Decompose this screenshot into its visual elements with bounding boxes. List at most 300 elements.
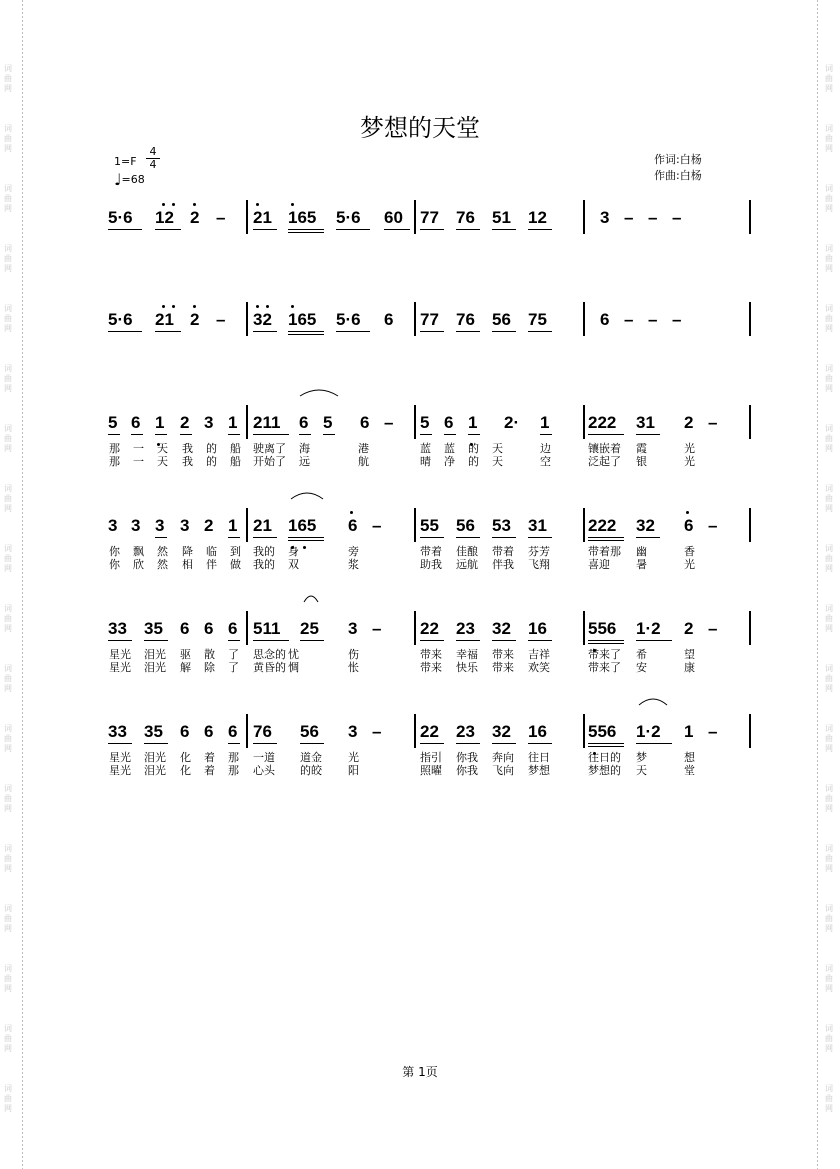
note-text: 6 [684,516,694,535]
note-text: 2 [190,208,200,227]
note-group [155,208,181,232]
duration-underline [456,743,480,744]
watermark-text: 词 曲 网 [825,124,833,153]
lyric-verse-1: 驶离了 [253,442,286,455]
lyric-verse-1: 蓝 [420,442,431,455]
note-text: 12 [528,208,547,227]
watermark-text: 词 曲 网 [4,484,12,513]
note-text: 2 [204,516,214,535]
note-text: 5·6 [336,310,361,329]
note-group [300,722,324,746]
barline [246,714,248,748]
lyric-verse-1: 希 [636,648,647,661]
note-group [323,413,335,437]
composer: 作曲:白杨 [654,169,702,182]
watermark-text: 词 曲 网 [4,904,12,933]
note-group [588,413,624,437]
duration-underline [131,434,143,435]
duration-underline [228,743,240,744]
lyric-verse-1: 船 [230,442,241,455]
lyric-verse-2: 做 [230,558,241,571]
note-group [588,619,624,643]
note-group [155,516,167,540]
time-sig-bottom: 4 [149,158,157,171]
lyric-verse-1: 佳酿 [456,545,478,558]
note-text: – [708,722,718,741]
lyric-verse-1: 伤 [348,648,359,661]
duration-underline [253,331,277,332]
note-text: – [648,310,658,329]
barline [583,611,585,645]
note-text: – [216,310,226,329]
duration-underline [108,743,132,744]
lyric-verse-1: 旁 [348,545,359,558]
lyric-verse-2: 开始了 [253,455,286,468]
duration-underline [636,537,660,538]
note-text: – [216,208,226,227]
lyric-verse-2: 相 [182,558,193,571]
watermark-text: 词 曲 网 [825,484,833,513]
note-text: 5 [323,413,333,432]
note-text: 3 [180,516,190,535]
note-text: 76 [253,722,272,741]
note-text: 2· [504,413,520,432]
lyric-verse-2: 泪光 [144,661,166,674]
duration-underline [155,537,167,538]
note-text: 56 [300,722,319,741]
lyric-verse-1: 梦 [636,751,647,764]
note-group [420,413,432,437]
duration-underline [228,537,240,538]
note-group [636,619,672,643]
duration-underline [456,331,480,332]
duration-underline [288,232,324,233]
score-row [0,413,840,503]
tempo-marking [114,172,145,188]
note-group [253,208,277,232]
watermark-text: 词 曲 网 [4,364,12,393]
lyric-verse-2: 天 [492,455,503,468]
lyric-verse-1: 到 [230,545,241,558]
note-group [624,310,636,334]
lyric-verse-2: 梦想 [528,764,550,777]
lyric-verse-2: 飞向 [492,764,514,777]
lyric-verse-1: 带着那 [588,545,621,558]
barline [246,405,248,439]
note-text: 5·6 [336,208,361,227]
lyric-verse-2: 晴 [420,455,431,468]
note-text: 33 [108,722,127,741]
duration-underline [253,743,277,744]
note-group [180,516,192,540]
note-text: 3 [131,516,141,535]
note-text: 6 [204,619,214,638]
barline [414,611,416,645]
duration-underline [144,640,168,641]
duration-underline [336,331,370,332]
note-group [708,619,720,643]
lyric-verse-2: 远 [299,455,310,468]
barline [583,508,585,542]
note-text: 32 [253,310,272,329]
note-group [528,722,552,746]
duration-underline [253,537,277,538]
lyric-verse-1: 身 [288,545,299,558]
lyric-verse-1: 镶嵌着 [588,442,621,455]
duration-underline [456,640,480,641]
duration-underline [155,229,181,230]
note-group [708,413,720,437]
barline [414,508,416,542]
note-text: – [672,310,682,329]
duration-underline [108,434,120,435]
high-octave-dot [172,305,175,308]
note-text: – [672,208,682,227]
note-text: 165 [288,516,317,535]
note-text: 35 [144,722,163,741]
note-group [180,619,192,643]
lyric-verse-1: 你我 [456,751,478,764]
duration-underline [288,229,324,230]
lyric-verse-2: 欢笑 [528,661,550,674]
slur-mark [638,696,668,706]
lyric-verse-1: 带着 [420,545,442,558]
note-group [624,208,636,232]
note-text: – [624,208,634,227]
note-group [648,310,660,334]
note-group [108,413,120,437]
barline [246,200,248,234]
note-group [300,619,324,643]
watermark-text: 词 曲 网 [825,844,833,873]
note-group [492,208,516,232]
note-group [336,310,370,334]
note-group [204,722,216,746]
duration-underline [336,229,370,230]
note-text: – [372,619,382,638]
note-group [528,619,552,643]
note-text: 1 [228,516,238,535]
note-group [600,208,612,232]
lyric-verse-2: 光 [684,558,695,571]
note-text: 1 [155,413,165,432]
note-group [684,516,696,540]
note-text: – [708,413,718,432]
barline [414,405,416,439]
lyric-verse-2: 星光 [109,764,131,777]
lyric-verse-2: 我的 [253,558,275,571]
note-text: 2 [190,310,200,329]
lyric-verse-1: 奔向 [492,751,514,764]
note-text: 6 [180,619,190,638]
lyric-verse-2: 康 [684,661,695,674]
note-group [636,722,672,746]
note-group [348,722,360,746]
duration-underline [288,540,324,541]
watermark-text: 词 曲 网 [825,964,833,993]
note-group [420,619,444,643]
note-text: 21 [253,516,272,535]
lyric-verse-2: 那 [228,764,239,777]
note-group [253,722,277,746]
key-signature: 1=F [114,155,137,168]
note-text: 3 [348,722,358,741]
duration-underline [540,434,552,435]
watermark-text: 词 曲 网 [4,1024,12,1053]
note-text: 3 [348,619,358,638]
lyric-verse-2: 泪光 [144,764,166,777]
duration-underline [253,640,289,641]
duration-underline [384,229,410,230]
note-group [468,413,480,437]
note-text: 3 [204,413,214,432]
note-group [299,413,311,437]
note-text: 5 [420,413,430,432]
high-octave-dot [162,203,165,206]
barline [749,611,751,645]
note-group [600,310,612,334]
duration-underline [288,537,324,538]
watermark-text: 词 曲 网 [4,244,12,273]
high-octave-dot [291,203,294,206]
duration-underline [144,743,168,744]
note-text: 21 [155,310,174,329]
note-text: 2 [180,413,190,432]
note-text: 6 [204,722,214,741]
lyric-verse-1: 霞 [636,442,647,455]
lyric-verse-1: 一道 [253,751,275,764]
lyric-verse-2: 泛起了 [588,455,621,468]
lyric-verse-2: 除 [204,661,215,674]
lyric-verse-1: 想 [684,751,695,764]
note-group [708,516,720,540]
note-text: 35 [144,619,163,638]
duration-underline [155,331,181,332]
note-group [144,722,168,746]
lyric-verse-2: 天 [157,455,168,468]
note-group [456,722,480,746]
duration-underline [588,540,624,541]
lyric-verse-2: 助我 [420,558,442,571]
lyric-verse-1: 泪光 [144,751,166,764]
note-group [636,413,660,437]
duration-underline [108,229,142,230]
note-text: 2 [684,619,694,638]
duration-underline [588,537,624,538]
lyric-verse-2: 然 [157,558,168,571]
lyric-verse-2: 光 [684,455,695,468]
note-text: 222 [588,516,617,535]
lyric-verse-2: 的 [206,455,217,468]
note-group [420,208,444,232]
lyric-verse-2: 心头 [253,764,275,777]
lyric-verse-1: 天 [157,442,168,455]
note-group [588,516,624,540]
note-text: 31 [636,413,655,432]
lyric-verse-2: 空 [540,455,551,468]
duration-underline [108,331,142,332]
note-text: 5·6 [108,310,133,329]
note-text: 12 [155,208,174,227]
note-group [384,208,410,232]
quarter-note-icon: ♩ [114,170,122,189]
watermark-text: 词 曲 网 [4,1084,12,1113]
note-group [672,208,684,232]
watermark-text: 词 曲 网 [4,964,12,993]
note-group [528,516,552,540]
lyric-verse-2: 飞翔 [528,558,550,571]
lyric-verse-2: 带来 [420,661,442,674]
lyric-verse-1: 着 [204,751,215,764]
lyric-verse-2: 天 [636,764,647,777]
note-text: 60 [384,208,403,227]
note-group [228,516,240,540]
lyric-verse-1: 散 [204,648,215,661]
lyric-verse-2: 安 [636,661,647,674]
note-text: 6 [600,310,610,329]
duration-underline [253,229,277,230]
note-group [108,516,120,540]
lyric-verse-2: 了 [228,661,239,674]
lyric-verse-1: 带来了 [588,648,621,661]
duration-underline [528,640,552,641]
high-octave-dot [162,305,165,308]
note-group [684,413,696,437]
note-text: – [372,722,382,741]
lyric-verse-2: 梦想的 [588,764,621,777]
duration-underline [155,434,167,435]
note-text: 1 [228,413,238,432]
duration-underline [588,743,624,744]
watermark-text: 词 曲 网 [825,904,833,933]
note-group [372,722,384,746]
duration-underline [228,640,240,641]
duration-underline [636,640,672,641]
lyric-verse-1: 我的 [253,545,275,558]
note-text: – [708,516,718,535]
lyric-verse-2: 堂 [684,764,695,777]
lyric-verse-1: 的 [206,442,217,455]
duration-underline [420,229,444,230]
score-row [0,722,840,812]
barline [749,405,751,439]
barline [583,714,585,748]
lyric-verse-2: 那 [109,455,120,468]
note-group [492,619,516,643]
note-text: 53 [492,516,511,535]
lyric-verse-2: 的皎 [300,764,322,777]
note-text: 2 [684,413,694,432]
lyric-verse-2: 解 [180,661,191,674]
note-group [456,310,480,334]
time-sig-top: 4 [149,145,157,158]
note-text: – [708,619,718,638]
note-text: 3 [155,516,165,535]
note-group [672,310,684,334]
note-text: 1 [684,722,694,741]
lyric-verse-2: 喜迎 [588,558,610,571]
note-group [228,413,240,437]
lyric-verse-1: 往日 [528,751,550,764]
note-group [456,516,480,540]
duration-underline [420,434,432,435]
lyric-verse-2: 着 [204,764,215,777]
lyric-verse-1: 光 [348,751,359,764]
low-octave-dot [303,546,306,549]
barline [246,508,248,542]
tempo-value: =68 [121,173,145,186]
credits [654,152,702,184]
lyric-verse-1: 那 [109,442,120,455]
barline [246,611,248,645]
lyric-verse-2: 远航 [456,558,478,571]
barline [414,200,416,234]
note-text: 3 [600,208,610,227]
note-group [190,310,202,334]
note-group [384,310,396,334]
note-text: 6 [299,413,309,432]
note-group [131,413,143,437]
note-text: 23 [456,722,475,741]
duration-underline [288,334,324,335]
note-group [253,310,277,334]
note-group [216,310,228,334]
note-text: 16 [528,619,547,638]
duration-underline [300,640,324,641]
watermark-text: 词 曲 网 [4,544,12,573]
note-group [180,722,192,746]
high-octave-dot [350,511,353,514]
lyric-verse-2: 快乐 [456,661,478,674]
note-text: 55 [420,516,439,535]
lyric-verse-1: 飘 [133,545,144,558]
note-text: 3 [108,516,118,535]
lyric-verse-1: 海 [299,442,310,455]
note-group [253,413,289,437]
note-text: 21 [253,208,272,227]
lyric-verse-1: 吉祥 [528,648,550,661]
note-text: 5 [108,413,118,432]
duration-underline [492,229,516,230]
note-text: 33 [108,619,127,638]
note-group [253,516,277,540]
lyric-verse-1: 芬芳 [528,545,550,558]
note-text: 556 [588,619,617,638]
note-text: 32 [636,516,655,535]
note-group [216,208,228,232]
note-group [131,516,143,540]
note-group [684,619,696,643]
score-row [0,310,840,400]
watermark-text: 词 曲 网 [825,184,833,213]
note-group [636,516,660,540]
watermark-text: 词 曲 网 [4,664,12,693]
lyric-verse-1: 我 [182,442,193,455]
note-group [360,413,372,437]
lyric-verse-2: 银 [636,455,647,468]
high-octave-dot [686,511,689,514]
note-text: 6 [360,413,370,432]
note-group [372,619,384,643]
duration-underline [323,434,335,435]
lyric-verse-1: 天 [492,442,503,455]
duration-underline [420,640,444,641]
note-group [588,722,624,746]
duration-underline [300,743,324,744]
lyric-verse-2: 伴我 [492,558,514,571]
lyric-verse-2: 伴 [206,558,217,571]
barline [414,714,416,748]
